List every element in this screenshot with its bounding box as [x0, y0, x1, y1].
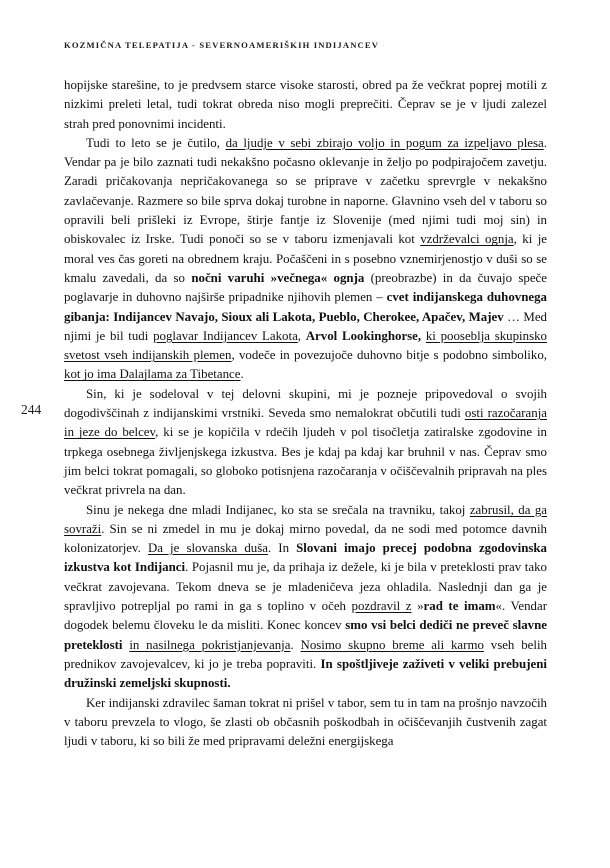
- text-segment: vzdrževalci ognja: [420, 232, 514, 247]
- text-segment: kot jo ima Dalajlama za Tibetance: [64, 367, 241, 382]
- page-number: 244: [21, 402, 42, 417]
- text-segment: «. Vendar dogodek belemu človeku le da misliti. Konec koncev: [64, 599, 547, 633]
- text-segment: (preobrazbe) in da čuvajo speče poglavarje in duhovno najširše pripadnike njihovih plemen –: [64, 270, 547, 305]
- text-segment: hopijske starešine, to je predvsem starce visoke starosti, obred pa že večkrat poprej motili z nizkimi preleti letal, tudi tokrat obreda niso mogli preprečiti. Čeprav se je v ljudi zalezel strah pred ponovnimi incidenti.: [64, 78, 547, 131]
- text-segment: , ki je moral ves čas goreti na obrednem kraju. Počaščeni in s posebno vznemirjenostjo v duši so se kmalu zavedali, da so: [64, 232, 547, 285]
- text-segment: ki pooseblja skupinsko svetost vseh indijanskih plemen: [64, 328, 547, 363]
- text-segment: zabrusil, da ga sovraži: [64, 502, 547, 536]
- text-segment: . Sin se ni zmedel in mu je dokaj mirno povedal, da ne sodi med potomce davnih kolonizatorjev.: [64, 521, 547, 556]
- text-segment: Da je slovanska duša: [147, 541, 268, 556]
- text-segment: in nasilnega pokristjanjevanja: [129, 637, 291, 652]
- text-segment: Sinu je nekega dne mladi Indijanec, ko sta se srečala na travniku, takoj: [86, 502, 470, 517]
- text-segment: rad te imam: [423, 599, 496, 614]
- paragraph: [64, 76, 547, 134]
- paragraph: [64, 694, 547, 752]
- text-segment: , ki se je kopičila v rdečih ljudeh v pol tisočletja zatiralske zgodovine in trpkega osebnega življenjskega izkustva. Bes je kdaj pa kdaj kar bruhnil v nas. Čeprav smo jim belci tokrat pomagali, so globoko potisnjena razočaranja v očiščevalnih pripravah na ples večkrat privrela na dan.: [64, 425, 547, 498]
- text-segment: . Pojasnil mu je, da prihaja iz dežele, ki je bila v preteklosti prav tako večkrat zavojevana. Tekom dneva se je mladeničeva jeza ohladila. Naslednji dan ga je spravljivo potrepljal po rami in ga s toplino v očeh: [64, 560, 547, 614]
- text-segment: nočni varuhi »večnega« ognja: [191, 270, 365, 285]
- text-segment: … Med njimi je bil tudi: [64, 309, 547, 343]
- text-segment: »: [411, 599, 424, 614]
- text-segment: poglavar Indijancev Lakota: [153, 328, 298, 343]
- text-segment: Tudi to leto se je čutilo,: [86, 135, 226, 150]
- text-segment: . In: [268, 541, 297, 556]
- text-segment: , vodeče in povezujoče duhovno bitje s podobno simboliko,: [231, 348, 547, 363]
- paragraph: [64, 385, 547, 501]
- text-segment: .: [290, 637, 301, 652]
- paragraph: [64, 501, 547, 694]
- text-segment: Sin, ki je sodeloval v tej delovni skupini, mi je pozneje pripovedoval o svojih dogodivščinah z indijanskimi vrstniki. Seveda smo nemalokrat občutili tudi: [64, 386, 547, 421]
- text-segment: osti razočaranja in jeze do belcev: [64, 406, 548, 440]
- text-segment: Arvol Lookinghorse,: [305, 328, 422, 343]
- paragraph: [64, 134, 547, 385]
- text-segment: Ker indijanski zdravilec šaman tokrat ni prišel v tabor, sem tu in tam na prošnjo navzočih v taboru prevzela to vlogo, še zlasti ob občasnih poškodbah in očiščevanjih čustvenih zagat ljudi v taboru, ki so bili že med pripravami deležni energijskega: [64, 695, 547, 749]
- text-segment: In spoštljiveje zaživeti v veliki prebujeni družinski zemeljski skupnosti.: [64, 656, 547, 691]
- text-segment: pozdravil z: [351, 599, 412, 614]
- text-segment: Nosimo skupno breme ali karmo: [300, 637, 484, 652]
- text-segment: da ljudje v sebi zbirajo voljo in pogum za izpeljavo plesa: [225, 135, 544, 150]
- text-segment: cvet indijanskega duhovnega gibanja: Indijancev Navajo, Sioux ali Lakota, Pueblo, Cherokee, Apačev, Majev: [64, 290, 547, 324]
- body-text: [64, 76, 547, 751]
- text-segment: .: [240, 367, 244, 382]
- text-segment: Slovani imajo precej podobna zgodovinska izkustva kot Indijanci: [64, 541, 548, 575]
- text-segment: smo vsi belci dediči ne preveč slavne preteklosti: [64, 618, 547, 652]
- text-segment: vseh belih prednikov zavojevalcev, ki jo je treba popraviti.: [64, 637, 547, 671]
- running-header: KOZMIČNA TELEPATIJA - SEVERNOAMERIŠKIH INDIJANCEV: [64, 40, 380, 50]
- text-segment: ,: [297, 328, 306, 343]
- text-segment: . Vendar pa je bilo zaznati tudi nekakšno počasno oklevanje in željo po podpirajočem zavetju. Zaradi pričakovanja nepričakovanega so se priprave v začetku sprevrgle v nekakšno zavlačevanje. Razmere so bile sprva dokaj turobne in naporne. Glavnino vseh del v taboru so opravili beli prišleki iz Evrope, štirje fantje iz Slovenije (med njimi tudi moj sin) in obiskovalec iz Irske. Tudi ponoči so se v taboru izmenjavali kot: [64, 135, 547, 247]
